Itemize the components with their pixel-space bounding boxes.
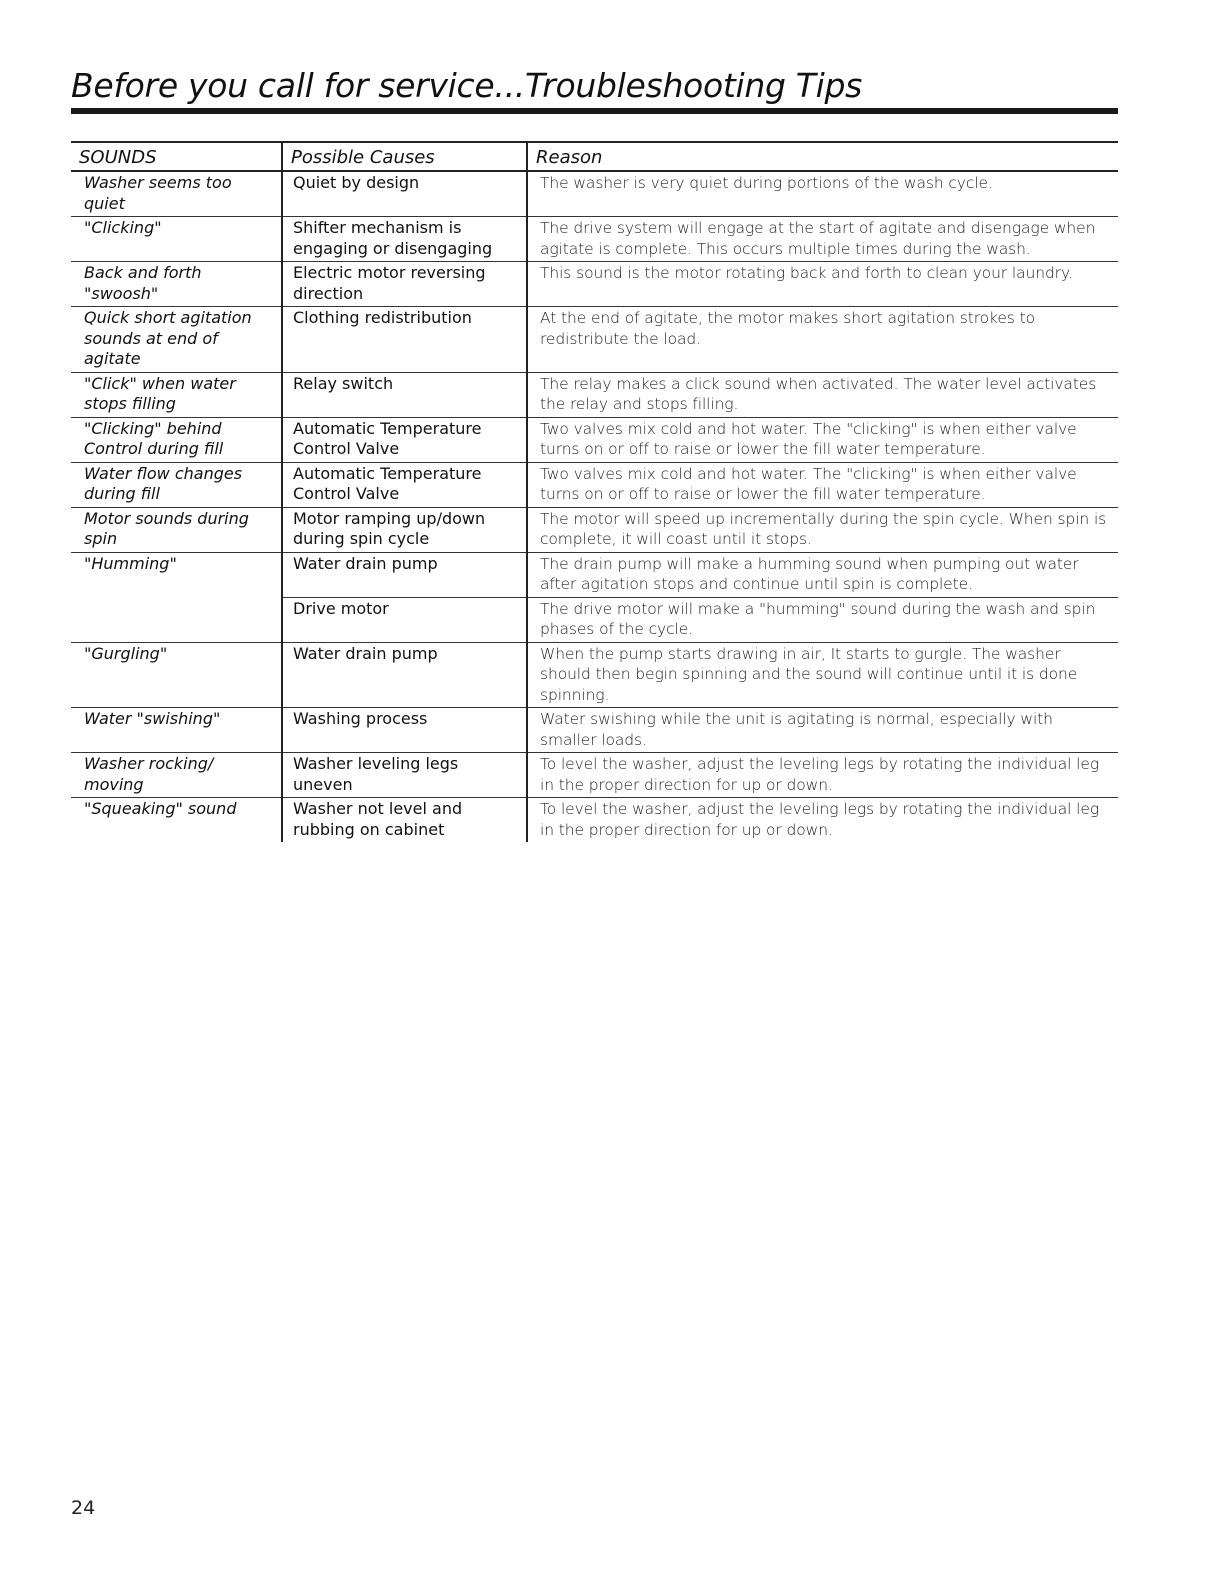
table-row	[71, 372, 1118, 417]
cause-cell: Water drain pump	[282, 552, 527, 597]
reason-cell: This sound is the motor rotating back and forth to clean your laundry.	[527, 262, 1118, 307]
table-row	[71, 708, 1118, 753]
cause-cell: Quiet by design	[282, 171, 527, 217]
sound-cell: "Squeaking" sound	[84, 799, 237, 818]
reason-cell: The drain pump will make a humming sound when pumping out water after agitation stops and continue until spin is complete.	[527, 552, 1118, 597]
cause-cell: Clothing redistribution	[282, 307, 527, 373]
table-row	[71, 217, 1118, 262]
reason-cell: The washer is very quiet during portions of the wash cycle.	[527, 171, 1118, 217]
cause-cell: Washer leveling legs uneven	[282, 753, 527, 798]
table-row	[71, 798, 1118, 843]
reason-cell: Two valves mix cold and hot water. The "clicking" is when either valve turns on or off to raise or lower the fill water temperature.	[527, 417, 1118, 462]
sound-cell: Motor sounds during spin	[71, 507, 282, 552]
sound-cell: "Clicking"	[71, 217, 282, 262]
page-number: 24	[71, 1497, 96, 1519]
page-title: Before you call for service...Troubleshooting Tips	[71, 66, 863, 105]
header-reason: Reason	[527, 142, 1118, 171]
sound-cell	[71, 597, 282, 642]
table-row	[71, 597, 1118, 642]
table-header-row	[71, 142, 1118, 171]
troubleshooting-table	[71, 141, 1118, 842]
table-row	[71, 307, 1118, 373]
reason-cell: Two valves mix cold and hot water. The "clicking" is when either valve turns on or off to raise or lower the fill water temperature.	[527, 462, 1118, 507]
sound-cell: Quick short agitation sounds at end of agitate	[71, 307, 282, 373]
reason-cell: At the end of agitate, the motor makes short agitation strokes to redistribute the load.	[527, 307, 1118, 373]
reason-cell: The drive system will engage at the start of agitate and disengage when agitate is complete. This occurs multiple times during the wash.	[527, 217, 1118, 262]
cause-cell: Water drain pump	[282, 642, 527, 708]
table-row	[71, 417, 1118, 462]
cause-cell: Shifter mechanism is engaging or disengaging	[282, 217, 527, 262]
sound-cell: "Clicking" behind Control during fill	[71, 417, 282, 462]
sound-cell: "Gurgling"	[71, 642, 282, 708]
header-possible-causes: Possible Causes	[282, 142, 527, 171]
table-row	[71, 642, 1118, 708]
cause-cell: Electric motor reversing direction	[282, 262, 527, 307]
sound-cell: Washer rocking/ moving	[71, 753, 282, 798]
sound-cell: "Humming"	[84, 553, 177, 573]
table-row	[71, 171, 1118, 217]
table-row	[71, 507, 1118, 552]
table-row	[71, 462, 1118, 507]
reason-cell: Water swishing while the unit is agitating is normal, especially with smaller loads.	[527, 708, 1118, 753]
table-row	[71, 753, 1118, 798]
cause-cell: Relay switch	[282, 372, 527, 417]
reason-cell: The drive motor will make a "humming" sound during the wash and spin phases of the cycle.	[527, 597, 1118, 642]
title-rule	[71, 108, 1118, 114]
sound-cell: Washer seems too quiet	[71, 171, 282, 217]
cause-cell: Washer not level and rubbing on cabinet	[282, 798, 527, 843]
cause-cell: Drive motor	[282, 597, 527, 642]
sound-cell: Water "swishing"	[71, 708, 282, 753]
reason-cell: To level the washer, adjust the leveling legs by rotating the individual leg in the proper direction for up or down.	[527, 753, 1118, 798]
reason-cell: To level the washer, adjust the leveling legs by rotating the individual leg in the proper direction for up or down.	[527, 798, 1118, 843]
table-row	[71, 262, 1118, 307]
sound-cell: Back and forth "swoosh"	[71, 262, 282, 307]
sound-cell: Water flow changes during fill	[71, 462, 282, 507]
table-row	[71, 552, 1118, 597]
header-sounds: SOUNDS	[71, 142, 282, 171]
cause-cell: Automatic Temperature Control Valve	[282, 462, 527, 507]
cause-cell: Automatic Temperature Control Valve	[282, 417, 527, 462]
reason-cell: The motor will speed up incrementally during the spin cycle. When spin is complete, it will coast until it stops.	[527, 507, 1118, 552]
reason-cell: The relay makes a click sound when activated. The water level activates the relay and stops filling.	[527, 372, 1118, 417]
reason-cell: When the pump starts drawing in air, It starts to gurgle. The washer should then begin spinning and the sound will continue until it is done spinning.	[527, 642, 1118, 708]
sound-cell: "Click" when water stops filling	[71, 372, 282, 417]
cause-cell: Washing process	[282, 708, 527, 753]
cause-cell: Motor ramping up/down during spin cycle	[282, 507, 527, 552]
